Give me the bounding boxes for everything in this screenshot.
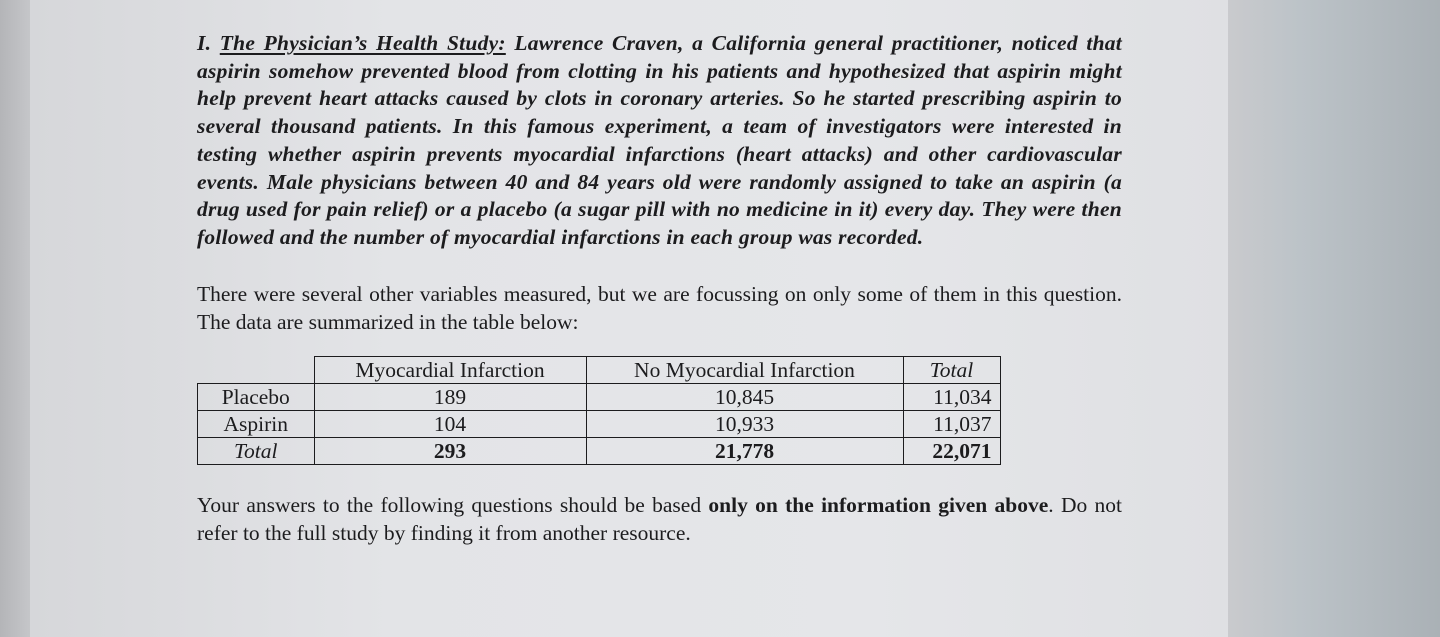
header-myocardial-infarction: Myocardial Infarction xyxy=(314,356,586,383)
instructions-paragraph xyxy=(197,491,1122,547)
cell-aspirin-total: 11,037 xyxy=(903,410,1000,437)
document-page xyxy=(30,0,1228,637)
cell-total-mi: 293 xyxy=(314,437,586,464)
contingency-table xyxy=(197,356,1001,465)
study-title: The Physician’s Health Study: xyxy=(219,31,506,55)
table-row xyxy=(198,383,1001,410)
question-intro xyxy=(197,30,1122,252)
question-number: I. xyxy=(197,31,212,55)
cell-grand-total: 22,071 xyxy=(903,437,1000,464)
cell-placebo-no-mi: 10,845 xyxy=(586,383,903,410)
intro-text: Lawrence Craven, a California general practitioner, noticed that aspirin somehow prevented blood from clotting in his patients and hypothesized that aspirin might help prevent heart attacks caused by clots in coronary arteries. So he started prescribing aspirin to several thousand patients. In this famous experiment, a team of investigators were interested in testing whether aspirin prevents myocardial infarctions (heart attacks) and other cardiovascular events. Male physicians between 40 and 84 years old were randomly assigned to take an aspirin (a drug used for pain relief) or a placebo (a sugar pill with no medicine in it) every day. They were then followed and the number of myocardial infarctions in each group was recorded. xyxy=(197,31,1123,249)
row-label-total: Total xyxy=(198,437,315,464)
instructions-emphasis: only on the information given above xyxy=(708,492,1049,517)
cell-placebo-mi: 189 xyxy=(314,383,586,410)
row-label-aspirin: Aspirin xyxy=(198,410,315,437)
table-row xyxy=(198,410,1001,437)
cell-aspirin-no-mi: 10,933 xyxy=(586,410,903,437)
table-row xyxy=(198,437,1001,464)
question-content xyxy=(197,30,1122,547)
instructions-end: . Do not refer to the full study by finding it from another resource. xyxy=(197,492,1123,545)
header-total: Total xyxy=(903,356,1000,383)
table-header-row xyxy=(198,356,1001,383)
cell-placebo-total: 11,034 xyxy=(903,383,1000,410)
cell-aspirin-mi: 104 xyxy=(314,410,586,437)
header-no-myocardial-infarction: No Myocardial Infarction xyxy=(586,356,903,383)
instructions-start: Your answers to the following questions should be based xyxy=(197,492,702,517)
cell-total-no-mi: 21,778 xyxy=(586,437,903,464)
table-corner-cell xyxy=(198,356,315,383)
row-label-placebo: Placebo xyxy=(198,383,315,410)
data-summary-paragraph: There were several other variables measured, but we are focussing on only some of them in this question. The data are summarized in the table below: xyxy=(197,281,1122,334)
